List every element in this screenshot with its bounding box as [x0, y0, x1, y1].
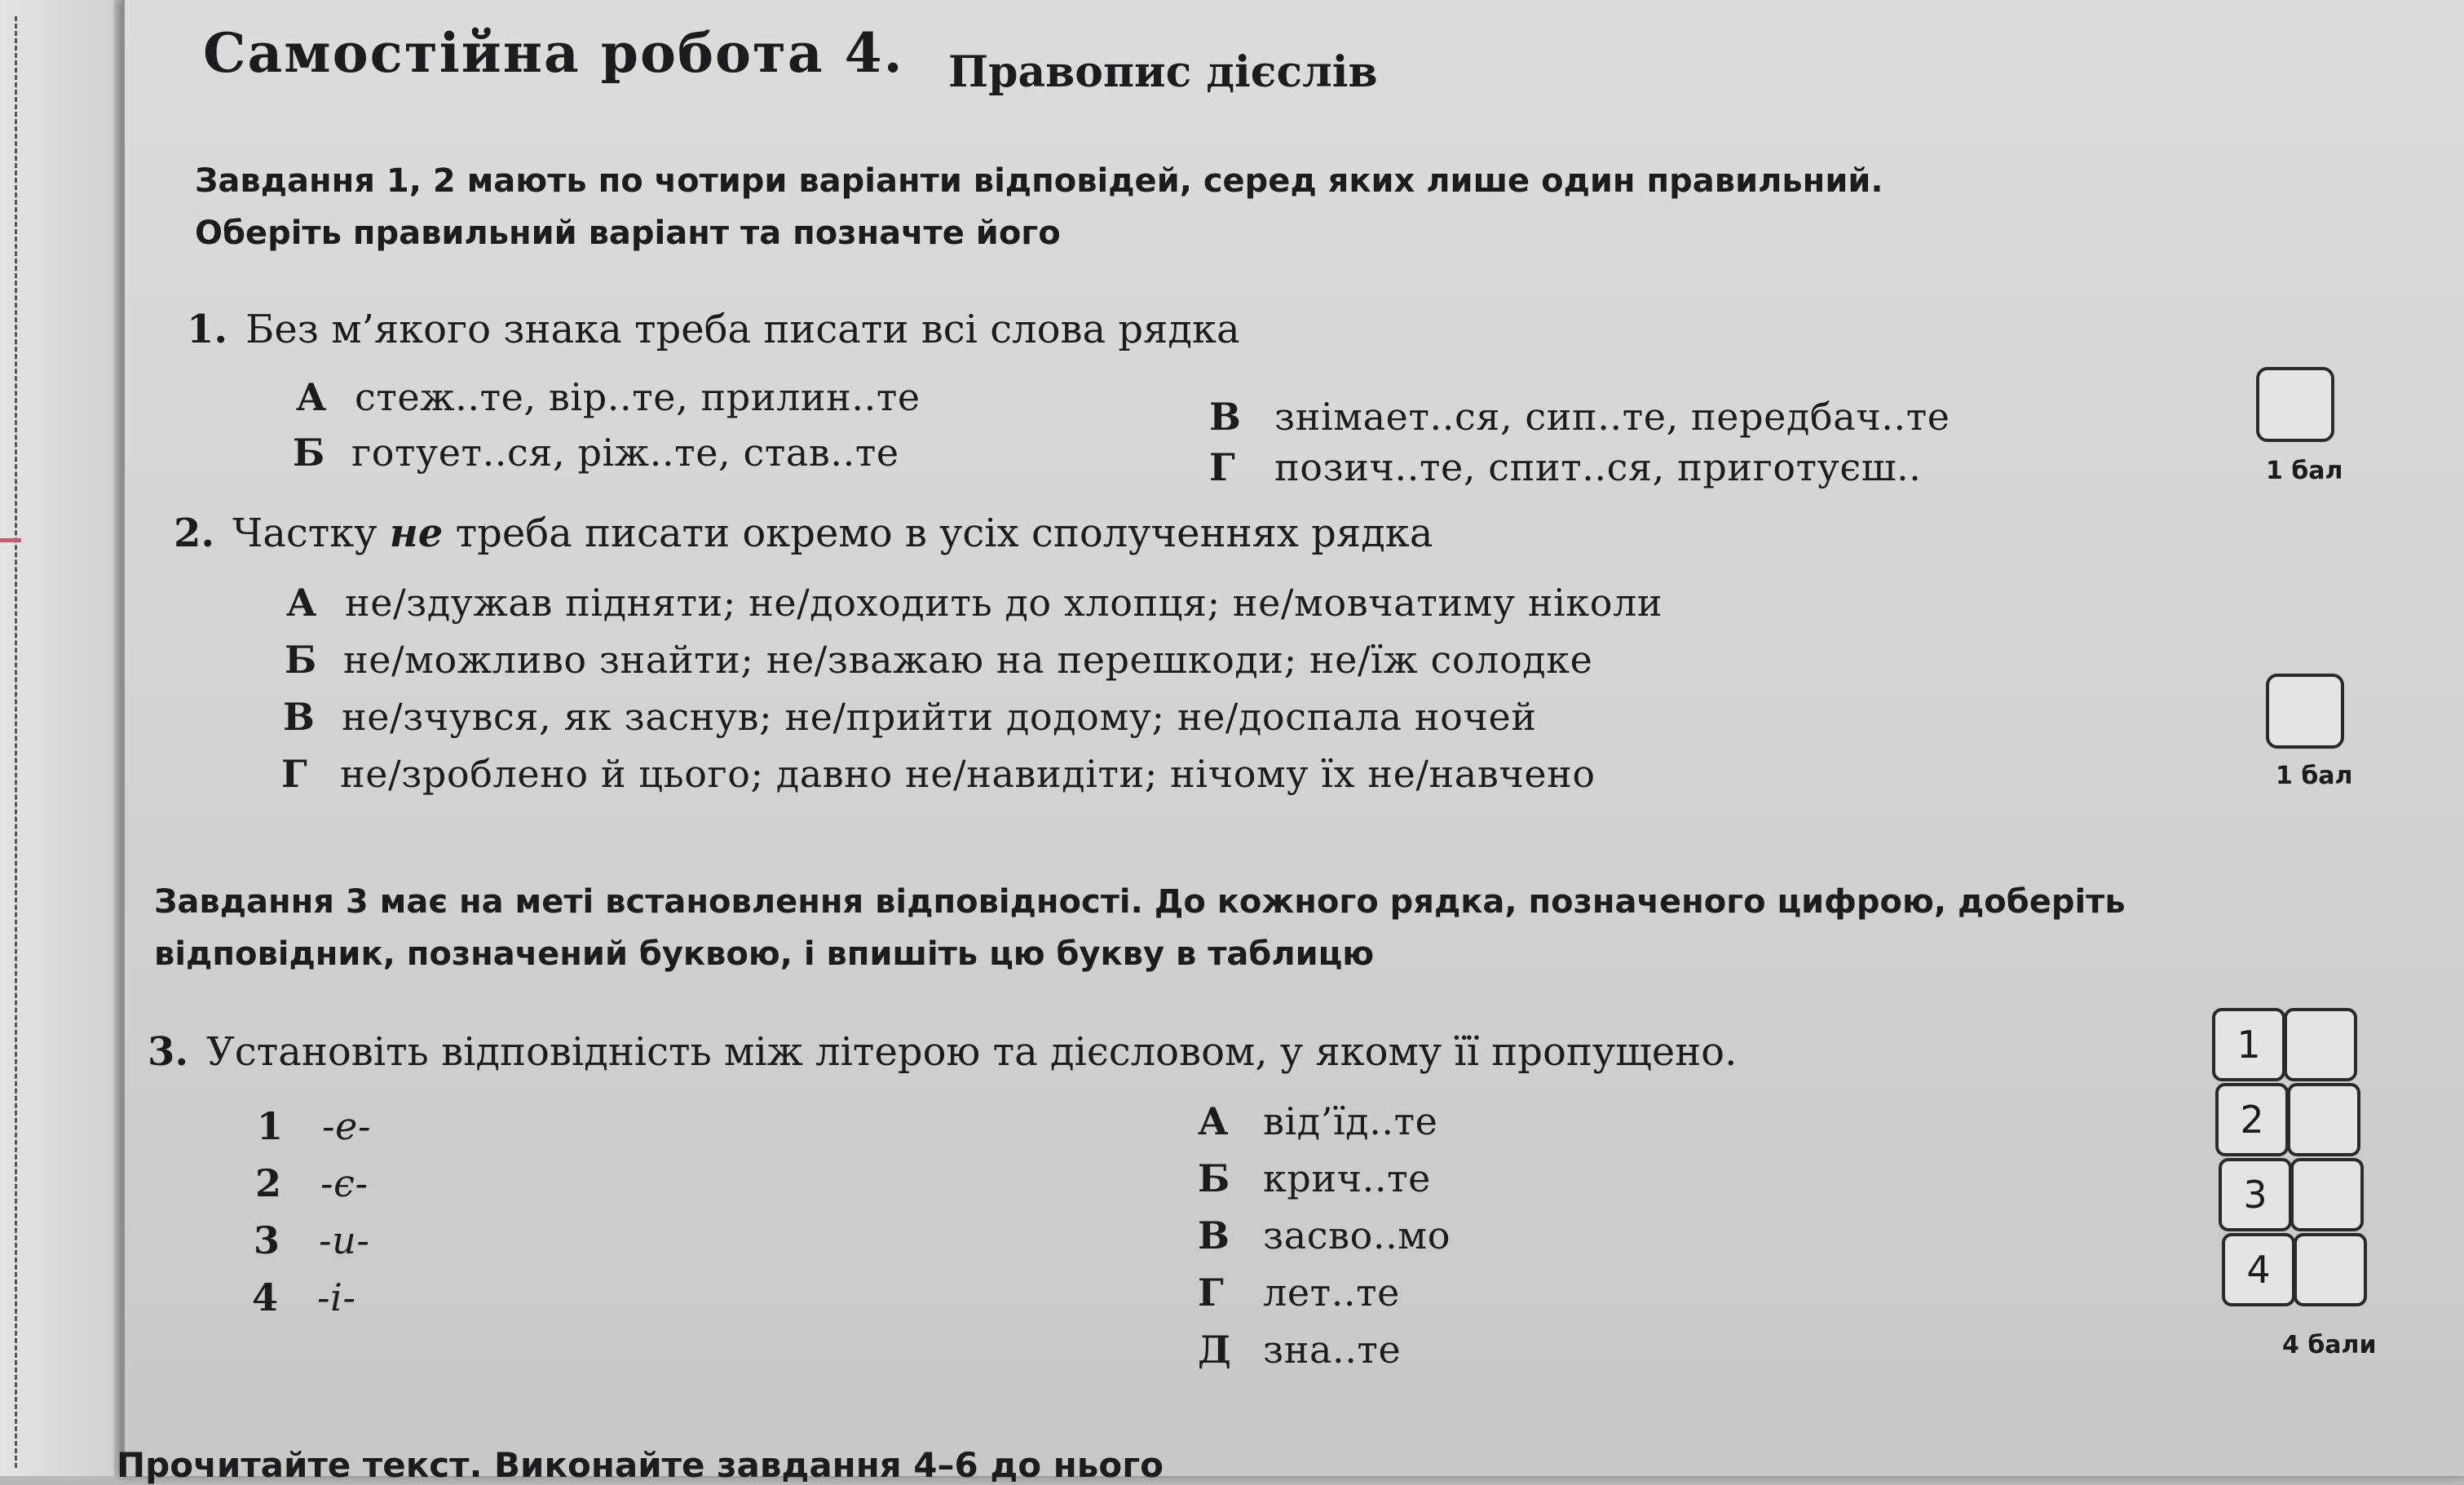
- q3-right-item: [1198, 1328, 1401, 1372]
- grid-row-label: 2: [2215, 1083, 2289, 1156]
- grid-answer-cell[interactable]: [2284, 1008, 2357, 1081]
- q3-right-item: [1198, 1099, 1438, 1143]
- item-number: 3: [254, 1218, 280, 1262]
- grid-row: [2212, 1008, 2375, 1081]
- option-text: не/зроблено й цього; давно не/навидіти; нічому їх не/навчено: [340, 752, 1596, 796]
- cut-line: [15, 16, 17, 1468]
- q1-points: 1 бал: [2266, 457, 2343, 485]
- grid-answer-cell[interactable]: [2294, 1233, 2367, 1306]
- item-number: 2: [255, 1161, 282, 1205]
- q1-option-v[interactable]: [1209, 395, 1950, 439]
- q3-left-item: [252, 1275, 356, 1319]
- question-number: 2.: [174, 510, 215, 556]
- option-letter: В: [1209, 395, 1242, 439]
- option-text: не/здужав підняти; не/доходить до хлопця; не/мовчатиму ніколи: [345, 581, 1663, 625]
- q2-points: 1 бал: [2276, 762, 2353, 790]
- item-letter: А: [1198, 1099, 1230, 1143]
- option-text: знімает..ся, сип..те, передбач..те: [1274, 395, 1950, 439]
- q1-option-b[interactable]: [293, 431, 899, 475]
- q2-option-b[interactable]: [285, 638, 1592, 682]
- option-letter: Б: [285, 638, 317, 682]
- question-text-after: треба писати окремо в усіх сполученнях рядка: [455, 510, 1433, 556]
- q2-option-v[interactable]: [283, 695, 1537, 739]
- item-verb: від’їд..те: [1263, 1099, 1438, 1143]
- q3-points: 4 бали: [2282, 1331, 2377, 1359]
- grid-row: [2219, 1158, 2382, 1231]
- q3-left-item: [254, 1218, 370, 1262]
- option-letter: Б: [293, 431, 325, 475]
- question-number: 3.: [148, 1029, 189, 1075]
- item-letter: -и-: [319, 1218, 370, 1262]
- grid-row-label: 3: [2219, 1158, 2292, 1231]
- grid-row-label: 4: [2222, 1233, 2295, 1306]
- q3-right-item: [1198, 1156, 1431, 1200]
- option-text: позич..те, спит..ся, приготуєш..: [1274, 445, 1922, 489]
- instruction-line: Оберіть правильний варіант та позначте його: [195, 214, 1061, 252]
- item-number: 1: [257, 1104, 284, 1148]
- question-text: Установіть відповідність між літерою та дієсловом, у якому її пропущено.: [206, 1029, 1738, 1075]
- worksheet-subtitle: Правопис дієслів: [948, 47, 1378, 97]
- question-3: [148, 1029, 1737, 1075]
- page-margin: [0, 0, 114, 1476]
- option-letter: Г: [1209, 445, 1236, 489]
- option-text: стеж..те, вір..те, прилин..те: [355, 375, 921, 419]
- grid-row-label: 1: [2212, 1008, 2285, 1081]
- grid-row: [2222, 1233, 2385, 1306]
- q1-answer-box[interactable]: [2256, 367, 2334, 442]
- item-letter: -е-: [322, 1104, 372, 1148]
- instructions-task-3: [154, 876, 2126, 980]
- q3-right-item: [1198, 1271, 1400, 1315]
- item-letter: -є-: [320, 1161, 369, 1205]
- worksheet-content: [117, 0, 2457, 1485]
- item-verb: лет..те: [1263, 1271, 1401, 1315]
- instructions-tasks-1-2: [195, 155, 1883, 259]
- item-verb: засво..мо: [1263, 1213, 1451, 1257]
- item-letter: В: [1198, 1213, 1230, 1257]
- item-letter: Б: [1198, 1156, 1230, 1200]
- grid-row: [2215, 1083, 2378, 1156]
- item-number: 4: [252, 1275, 279, 1319]
- q3-left-item: [257, 1104, 371, 1148]
- item-verb: крич..те: [1263, 1156, 1431, 1200]
- particle-ne: не: [389, 510, 444, 556]
- option-text: не/зчувся, як заснув; не/прийти додому; не/доспала ночей: [342, 695, 1537, 739]
- instruction-line: Завдання 1, 2 мають по чотири варіанти відповідей, серед яких лише один правильний.: [195, 162, 1883, 200]
- grid-answer-cell[interactable]: [2287, 1083, 2360, 1156]
- option-letter: А: [296, 375, 328, 419]
- instruction-line: Завдання 3 має на меті встановлення відповідності. До кожного рядка, позначеного цифрою, доберіть: [154, 883, 2126, 921]
- option-text: не/можливо знайти; не/зважаю на перешкоди; не/їж солодке: [343, 638, 1593, 682]
- question-2: [174, 510, 1433, 556]
- q3-left-item: [255, 1161, 369, 1205]
- item-letter: Д: [1198, 1328, 1232, 1372]
- q2-answer-box[interactable]: [2266, 674, 2344, 749]
- option-letter: В: [283, 695, 316, 739]
- question-number: 1.: [187, 307, 228, 352]
- option-letter: А: [286, 581, 318, 625]
- item-verb: зна..те: [1263, 1328, 1402, 1372]
- margin-mark: [0, 538, 21, 542]
- q2-option-a[interactable]: [286, 581, 1663, 625]
- worksheet-title: Самостійна робота 4.: [203, 21, 904, 85]
- instruction-line: відповідник, позначений буквою, і впишіть цю букву в таблицю: [154, 935, 1375, 973]
- worksheet-page: [117, 0, 2464, 1485]
- question-text: Без м’якого знака треба писати всі слова рядка: [245, 307, 1240, 352]
- question-1: [187, 307, 1240, 352]
- q3-right-item: [1198, 1213, 1451, 1257]
- q2-option-g[interactable]: [281, 752, 1596, 796]
- q1-option-g[interactable]: [1209, 445, 1922, 489]
- item-letter: Г: [1198, 1271, 1225, 1315]
- question-text-before: Частку: [232, 510, 378, 556]
- option-text: готует..ся, ріж..те, став..те: [351, 431, 899, 475]
- option-letter: Г: [281, 752, 308, 796]
- item-letter: -і-: [317, 1275, 356, 1319]
- next-section-heading: Прочитайте текст. Виконайте завдання 4–6 до нього: [117, 1445, 1164, 1485]
- q1-option-a[interactable]: [296, 375, 921, 419]
- grid-answer-cell[interactable]: [2290, 1158, 2364, 1231]
